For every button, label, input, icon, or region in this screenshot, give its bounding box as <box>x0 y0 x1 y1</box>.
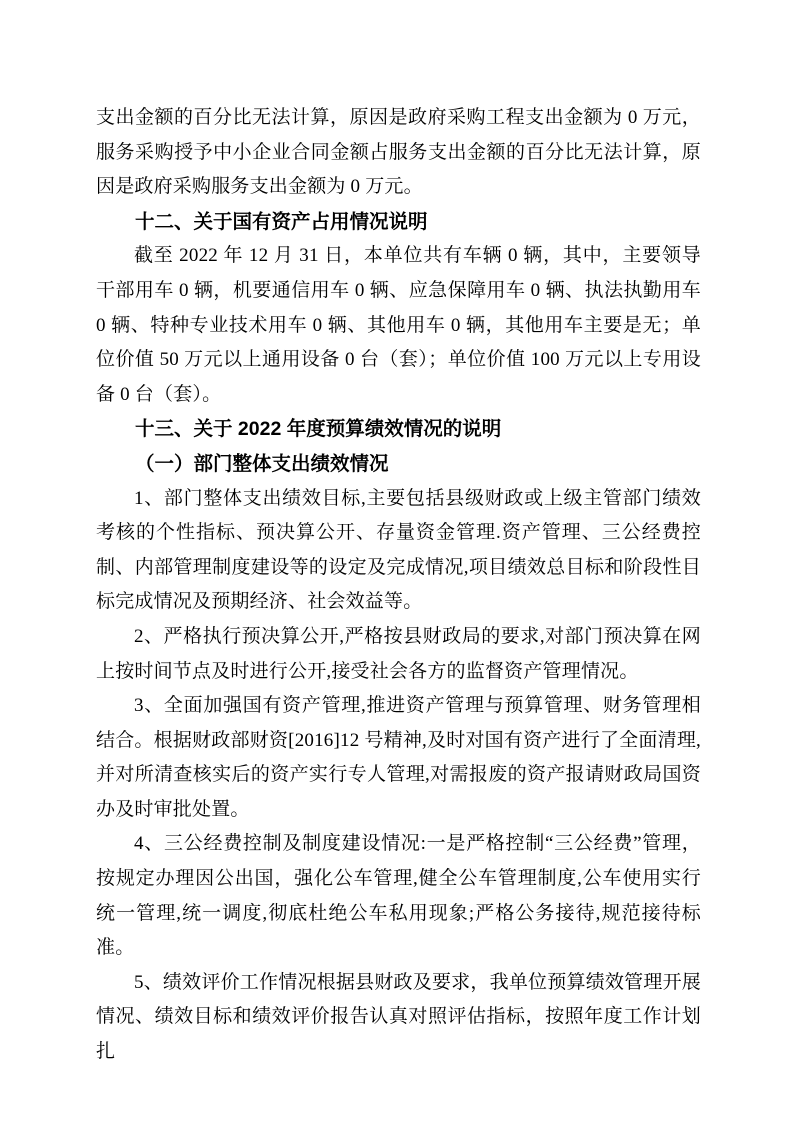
body-paragraph-item-4-three-public-funds: 4、三公经费控制及制度建设情况:一是严格控制“三公经费”管理，按规定办理因公出国，强化公车管理,健全公车管理制度,公车使用实行统一管理,统一调度,彻底杜绝公车私用现象;严格公务接待,规范接待标准。 <box>96 833 701 959</box>
body-paragraph-item-1-performance-goals: 1、部门整体支出绩效目标,主要包括县级财政或上级主管部门绩效考核的个性指标、预决算公开、存量资金管理.资产管理、三公经费控制、内部管理制度建设等的设定及完成情况,项目绩效总目标和阶段性目标完成情况及预期经济、社会效益等。 <box>96 487 701 613</box>
section-heading-12-state-assets: 十二、关于国有资产占用情况说明 <box>135 210 428 233</box>
section-heading-13-budget-performance: 十三、关于 2022 年度预算绩效情况的说明 <box>135 418 502 441</box>
body-paragraph-item-5-performance-evaluation: 5、绩效评价工作情况根据县财政及要求，我单位预算绩效管理开展情况、绩效目标和绩效评价报告认真对照评估指标，按照年度工作计划扎 <box>96 971 701 1063</box>
body-paragraph-vehicles-equipment: 截至 2022 年 12 月 31 日，本单位共有车辆 0 辆，其中，主要领导干部用车 0 辆，机要通信用车 0 辆、应急保障用车 0 辆、执法执勤用车 0 辆、特种专业技术用车 0 辆、其他用车 0 辆，其他用车主要是无；单位价值 50 万元以上通用设备 0 台（套）；单位价值 100 万元以上专用设备 0 台（套）。 <box>96 245 701 405</box>
body-paragraph-procurement-continued: 支出金额的百分比无法计算，原因是政府采购工程支出金额为 0 万元，服务采购授予中小企业合同金额占服务支出金额的百分比无法计算，原因是政府采购服务支出金额为 0 万元。 <box>96 107 701 198</box>
sub-heading-1-department-expenditure-performance: （一）部门整体支出绩效情况 <box>135 452 389 475</box>
document-text-block <box>96 101 701 1070</box>
body-paragraph-item-2-budget-disclosure: 2、严格执行预决算公开,严格按县财政局的要求,对部门预决算在网上按时间节点及时进行公开,接受社会各方的监督资产管理情况。 <box>96 625 701 682</box>
body-paragraph-item-3-asset-management: 3、全面加强国有资产管理,推进资产管理与预算管理、财务管理相结合。根据财政部财资[2016]12 号精神,及时对国有资产进行了全面清理,并对所清查核实后的资产实行专人管理,对需报废的资产报请财政局国资办及时审批处置。 <box>96 695 701 820</box>
